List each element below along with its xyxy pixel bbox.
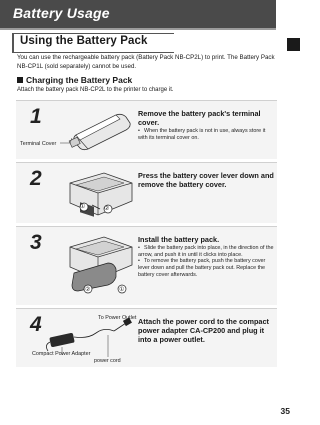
callout-1: ① [119,287,125,293]
step-number: 4 [30,313,42,336]
subsection-heading [17,75,132,85]
step-title: Install the battery pack. [138,235,220,244]
step-title: Remove the battery pack's terminal cover. [138,109,261,127]
terminal-cover-label: Terminal Cover [20,141,57,147]
subsection-title: Charging the Battery Pack [26,75,133,85]
subsection-intro: Attach the battery pack NB-CP2L to the printer to charge it. [17,87,174,93]
step-note: • Slide the battery pack into place, in the direction of the arrow, and push it in until it clicks into place. • To remove the battery pack, push the battery cover lever down and pull the battery pack out. Replace the battery cover afterwards. [138,245,274,278]
step-3-panel [16,226,277,305]
to-power-outlet-label: To Power Outlet [98,315,137,321]
section-heading-box [12,33,174,53]
header-bar [0,0,276,28]
step-number: 3 [30,231,42,254]
step-1-panel [16,100,277,159]
power-cord-label: power cord [94,358,121,364]
callout-2: ② [104,206,110,212]
callout-1: ① [80,204,86,210]
section-title: Using the Battery Pack [20,35,148,47]
step-number: 1 [30,105,42,128]
printer-illustration [64,169,136,221]
step-4-panel [16,308,277,367]
chapter-tab-marker [287,38,300,51]
header-stripe [0,28,276,30]
compact-power-adapter-label: Compact Power Adapter [32,351,91,357]
step-title: Attach the power cord to the compact power adapter CA-CP200 and plug it into a power outlet. [138,317,269,344]
page-number: 35 [280,406,290,416]
step-title: Press the battery cover lever down and remove the battery cover. [138,171,274,189]
battery-install-illustration [64,233,136,299]
callout-line [60,137,74,145]
step-number: 2 [30,167,42,190]
callout-2: ② [85,287,91,293]
step-2-panel [16,162,277,223]
page-title: Battery Usage [13,5,110,21]
battery-pack-illustration [68,109,134,151]
power-adapter-illustration [44,315,136,365]
intro-paragraph: You can use the rechargeable battery pack (Battery Pack NB-CP2L) to print. The Battery Pack NB-CP1L (sold separately) cannot be used. [17,54,275,70]
step-note: • When the battery pack is not in use, always store it with its terminal cover on. [138,128,266,141]
square-bullet-icon [17,77,23,83]
